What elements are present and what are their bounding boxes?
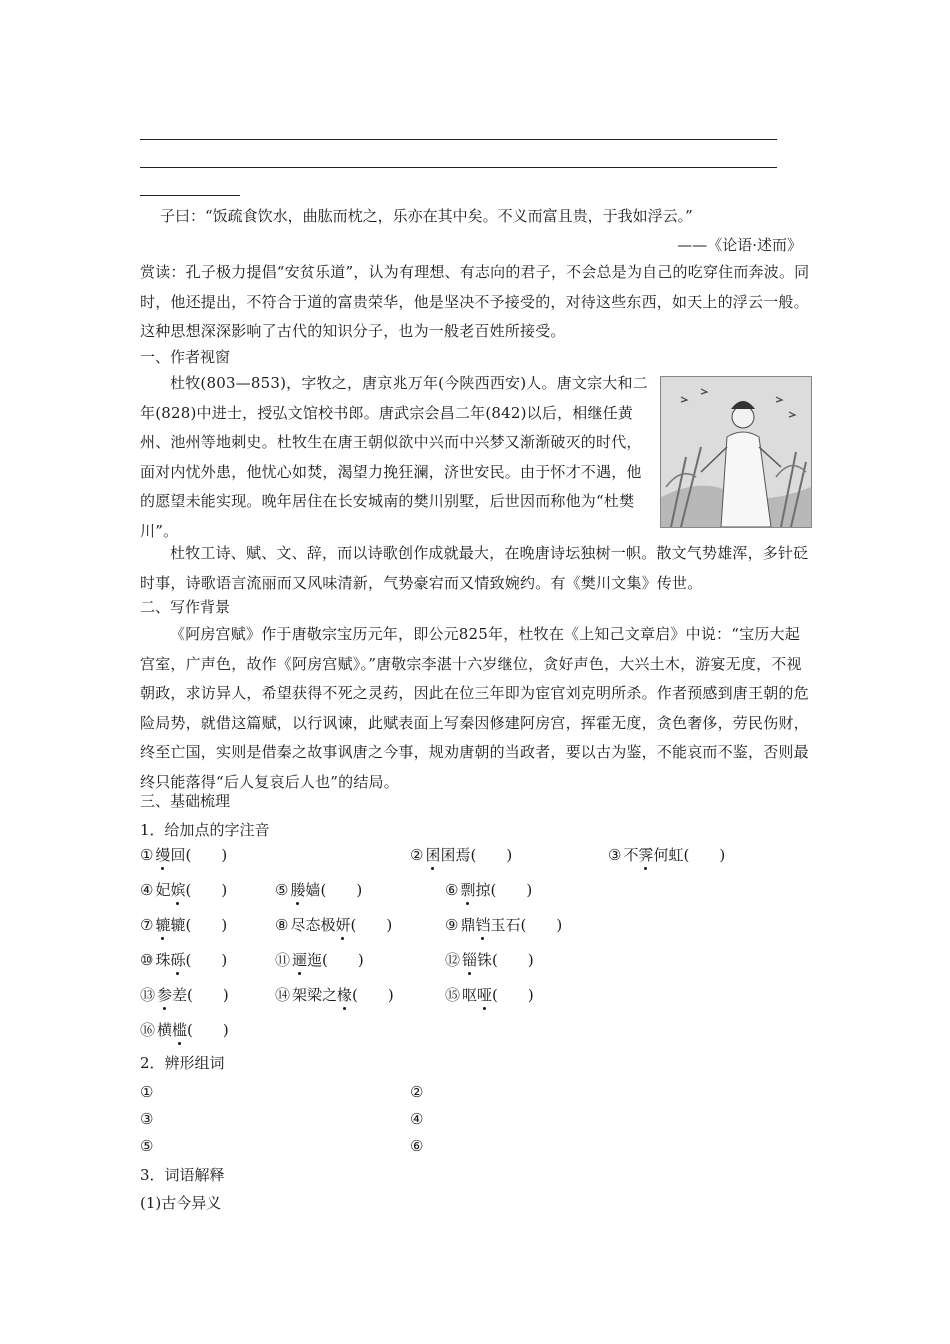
- section-title-basics: 三、基础梳理: [140, 792, 231, 810]
- dotted-char: 嫔: [170, 881, 186, 899]
- item-suffix: 辘( ): [170, 916, 228, 934]
- item-number: ⑬: [140, 986, 156, 1004]
- author-bio: 杜牧(803—853)，字牧之，唐京兆万年(今陕西西安)人。唐文宗大和二年(828)中进士，授弘文馆校书郎。唐武宗会昌二年(842)以后，相继任黄州、池州等地刺史。杜牧生在唐王朝似欲中兴而中兴梦又渐渐破灭的时代，面对内忧外患，他忧心如焚，渴望力挽狂澜，济世安民。由于怀才不遇，他的愿望未能实现。晚年居住在长安城南的樊川别墅，后世因而称他为“杜樊川”。: [140, 374, 648, 540]
- section-title-background: 二、写作背景: [140, 598, 231, 616]
- item-number: ⑦: [140, 916, 154, 934]
- item-suffix: ( ): [185, 881, 228, 899]
- dotted-char: 砾: [170, 951, 186, 969]
- pronunciation-item-2: [410, 845, 512, 865]
- item-number: ⑤: [275, 881, 289, 899]
- pronunciation-item-3: [608, 845, 725, 865]
- question-3-title: 3．词语解释: [140, 1166, 225, 1184]
- item-number: ⑪: [275, 951, 291, 969]
- form-word-item-6: ⑥: [410, 1137, 424, 1155]
- dotted-char: 椽: [337, 986, 353, 1004]
- item-prefix: 呕: [462, 986, 478, 1004]
- dotted-char: 锱: [462, 951, 478, 969]
- item-suffix: 嫱( ): [305, 881, 363, 899]
- dotted-char: 参: [157, 986, 173, 1004]
- author-works: 杜牧工诗、赋、文、辞，而以诗歌创作成就最大，在晚唐诗坛独树一帜。散文气势雄浑，多针砭时事，诗歌语言流丽而又风味清新，气势豪宕而又情致婉约。有《樊川文集》传世。: [140, 544, 809, 592]
- dotted-char: 辘: [155, 916, 171, 934]
- du-mu-portrait-image: [660, 376, 812, 528]
- pronunciation-item-4: [140, 880, 227, 900]
- pronunciation-item-15: [445, 985, 534, 1005]
- item-number: ⑥: [445, 881, 459, 899]
- form-word-item-2: ②: [410, 1083, 424, 1101]
- item-prefix: 不: [623, 846, 639, 864]
- item-suffix: ( ): [352, 986, 394, 1004]
- item-suffix: 回( ): [170, 846, 228, 864]
- item-suffix: ( ): [492, 986, 534, 1004]
- item-number: ⑫: [445, 951, 461, 969]
- answer-line-2: [140, 167, 777, 168]
- item-number: ⑩: [140, 951, 154, 969]
- item-suffix: 玉石( ): [490, 916, 563, 934]
- dotted-char: 槛: [172, 1021, 188, 1039]
- item-number: ⑭: [275, 986, 291, 1004]
- item-suffix: ( ): [187, 1021, 229, 1039]
- item-prefix: 尽态极: [290, 916, 336, 934]
- item-suffix: 何虹( ): [653, 846, 726, 864]
- form-word-item-3: ③: [140, 1110, 154, 1128]
- item-number: ②: [410, 846, 424, 864]
- dotted-char: 缦: [155, 846, 171, 864]
- item-prefix: 妃: [155, 881, 171, 899]
- answer-line-3: [140, 195, 240, 196]
- quote-text: 子曰：“饭疏食饮水，曲肱而枕之，乐亦在其中矣。不义而富且贵，于我如浮云。”: [160, 207, 693, 225]
- dotted-char: 霁: [638, 846, 654, 864]
- item-suffix: 铢( ): [477, 951, 534, 969]
- item-number: ⑨: [445, 916, 459, 934]
- answer-line-1: [140, 139, 777, 140]
- item-suffix: 掠( ): [475, 881, 533, 899]
- item-number: ⑯: [140, 1021, 156, 1039]
- form-word-item-1: ①: [140, 1083, 154, 1101]
- item-number: ⑧: [275, 916, 289, 934]
- item-suffix: 囷焉( ): [440, 846, 513, 864]
- dotted-char: 媵: [290, 881, 306, 899]
- dotted-char: 剽: [460, 881, 476, 899]
- dotted-char: 哑: [477, 986, 493, 1004]
- item-number: ③: [608, 846, 622, 864]
- dotted-char: 囷: [425, 846, 441, 864]
- question-2-title: 2．辨形组词: [140, 1054, 225, 1072]
- item-suffix: 迤( ): [307, 951, 364, 969]
- item-prefix: 架梁之: [292, 986, 338, 1004]
- item-prefix: 横: [157, 1021, 173, 1039]
- pronunciation-item-8: [275, 915, 392, 935]
- pronunciation-item-12: [445, 950, 534, 970]
- pronunciation-item-16: [140, 1020, 229, 1040]
- quote-source: ——《论语·述而》: [677, 236, 802, 254]
- pronunciation-item-11: [275, 950, 364, 970]
- pronunciation-item-7: [140, 915, 227, 935]
- quote-appreciation: 赏读：孔子极力提倡“安贫乐道”，认为有理想、有志向的君子，不会总是为自己的吃穿住而奔波。同时，他还提出，不符合于道的富贵荣华，他是坚决不予接受的，对待这些东西，如天上的浮云一般。这种思想深深影响了古代的知识分子，也为一般老百姓所接受。: [140, 263, 810, 340]
- item-prefix: 珠: [155, 951, 171, 969]
- item-suffix: 差( ): [172, 986, 229, 1004]
- pronunciation-item-9: [445, 915, 562, 935]
- form-word-item-4: ④: [410, 1110, 424, 1128]
- item-suffix: ( ): [185, 951, 228, 969]
- question-1-title: 1．给加点的字注音: [140, 821, 270, 839]
- form-word-item-5: ⑤: [140, 1137, 154, 1155]
- question-3-sub-1: (1)古今异义: [140, 1194, 222, 1212]
- dotted-char: 妍: [335, 916, 351, 934]
- pronunciation-item-10: [140, 950, 227, 970]
- pronunciation-item-13: [140, 985, 229, 1005]
- background-text: 《阿房宫赋》作于唐敬宗宝历元年，即公元825年，杜牧在《上知己文章启》中说：“宝历大起宫室，广声色，故作《阿房宫赋》。”唐敬宗李湛十六岁继位，贪好声色，大兴土木，游宴无度，不视朝政，求访异人，希望获得不死之灵药，因此在位三年即为宦官刘克明所杀。作者预感到唐王朝的危险局势，就借这篇赋，以行讽谏，此赋表面上写秦因修建阿房宫，挥霍无度，贪色奢侈，劳民伤财，终至亡国，实则是借秦之故事讽唐之今事，规劝唐朝的当政者，要以古为鉴，不能哀而不鉴，否则最终只能落得“后人复哀后人也”的结局。: [140, 625, 809, 791]
- item-number: ⑮: [445, 986, 461, 1004]
- item-suffix: ( ): [350, 916, 393, 934]
- pronunciation-item-6: [445, 880, 532, 900]
- section-title-author: 一、作者视窗: [140, 348, 231, 366]
- pronunciation-item-1: [140, 845, 227, 865]
- dotted-char: 逦: [292, 951, 308, 969]
- portrait-illustration: [661, 377, 811, 527]
- pronunciation-item-14: [275, 985, 394, 1005]
- item-prefix: 鼎: [460, 916, 476, 934]
- pronunciation-item-5: [275, 880, 362, 900]
- dotted-char: 铛: [475, 916, 491, 934]
- item-number: ④: [140, 881, 154, 899]
- item-number: ①: [140, 846, 154, 864]
